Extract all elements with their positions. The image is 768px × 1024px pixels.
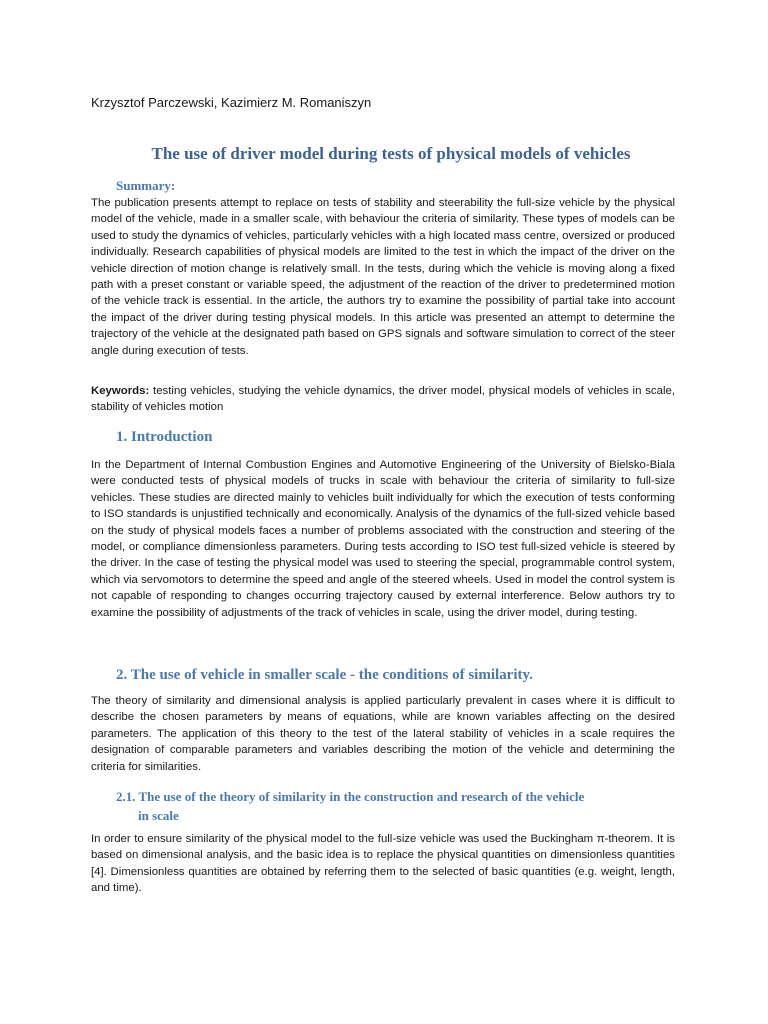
section-heading-similarity: 2. The use of vehicle in smaller scale - the conditions of similarity. [116,667,533,683]
section-heading-introduction: 1. Introduction [116,429,213,445]
subsection-heading-theory [116,787,676,825]
keywords-paragraph [91,383,675,416]
similarity-text: The theory of similarity and dimensional analysis is applied particularly prevalent in cases where it is difficult to describe the chosen parameters by means of equations, while are known variables affecting on the desired parameters. The application of this theory to the test of the lateral stability of vehicles in a scale requires the designation of comparable parameters and variables describing the motion of the vehicle and determining the criteria for similarities. [91,695,675,773]
introduction-text: In the Department of Internal Combustion Engines and Automotive Engineering of the University of Bielsko-Biala were conducted tests of physical models of trucks in scale with behaviour the criteria of similarity to full-size vehicles. These studies are directed mainly to vehicles built individually for which the execution of tests conforming to ISO standards is unjustified technically and economically. Analysis of the dynamics of the full-sized vehicle based on the study of physical models faces a number of problems associated with the construction and steering of the model, or compliance dimensionless parameters. During tests according to ISO test full-sized vehicle is steered by the driver. In the case of testing the physical model was used to steering the special, programmable control system, which via servomotors to determine the speed and angle of the steered wheels. Used in model the control system is not capable of responding to changes occurring trajectory caused by external interference. Below authors try to examine the possibility of adjustments of the track of vehicles in scale, using the driver model, during testing. [91,459,675,619]
subsection-heading-line1: 2.1. The use of the theory of similarity in the construction and research of the vehicle [116,789,585,804]
theory-text: In order to ensure similarity of the physical model to the full-size vehicle was used the Buckingham π-theorem. It is based on dimensional analysis, and the basic idea is to replace the physical quantities on dimensionless quantities [4]. Dimensionless quantities are obtained by referring them to the selected of basic quantities (e.g. weight, length, and time). [91,833,675,895]
keywords-label: Keywords: [91,385,150,397]
authors: Krzysztof Parczewski, Kazimierz M. Romaniszyn [91,95,372,110]
subsection-heading-line2: in scale [138,808,179,823]
keywords-text: testing vehicles, studying the vehicle dynamics, the driver model, physical models of vehicles in scale, stability of vehicles motion [91,385,675,414]
paper-title: The use of driver model during tests of physical models of vehicles [151,144,631,163]
summary-text: The publication presents attempt to replace on tests of stability and steerability the full-size vehicle by the physical model of the vehicle, made in a smaller scale, with behaviour the criteria of similarity. These types of models can be used to study the dynamics of vehicles, particularly vehicles with a high located mass centre, oversized or produced individually. Research capabilities of physical models are limited to the test in which the impact of the driver on the vehicle direction of motion change is relatively small. In the tests, during which the vehicle is moving along a fixed path with a preset constant or variable speed, the adjustment of the reaction of the driver to predetermined motion of the vehicle track is essential. In the article, the authors try to examine the possibility of partial take into account the impact of the driver during testing physical models. In this article was presented an attempt to determine the trajectory of the vehicle at the designated path based on GPS signals and software simulation to correct of the steer angle during execution of tests. [91,197,675,357]
summary-heading: Summary: [116,178,176,193]
